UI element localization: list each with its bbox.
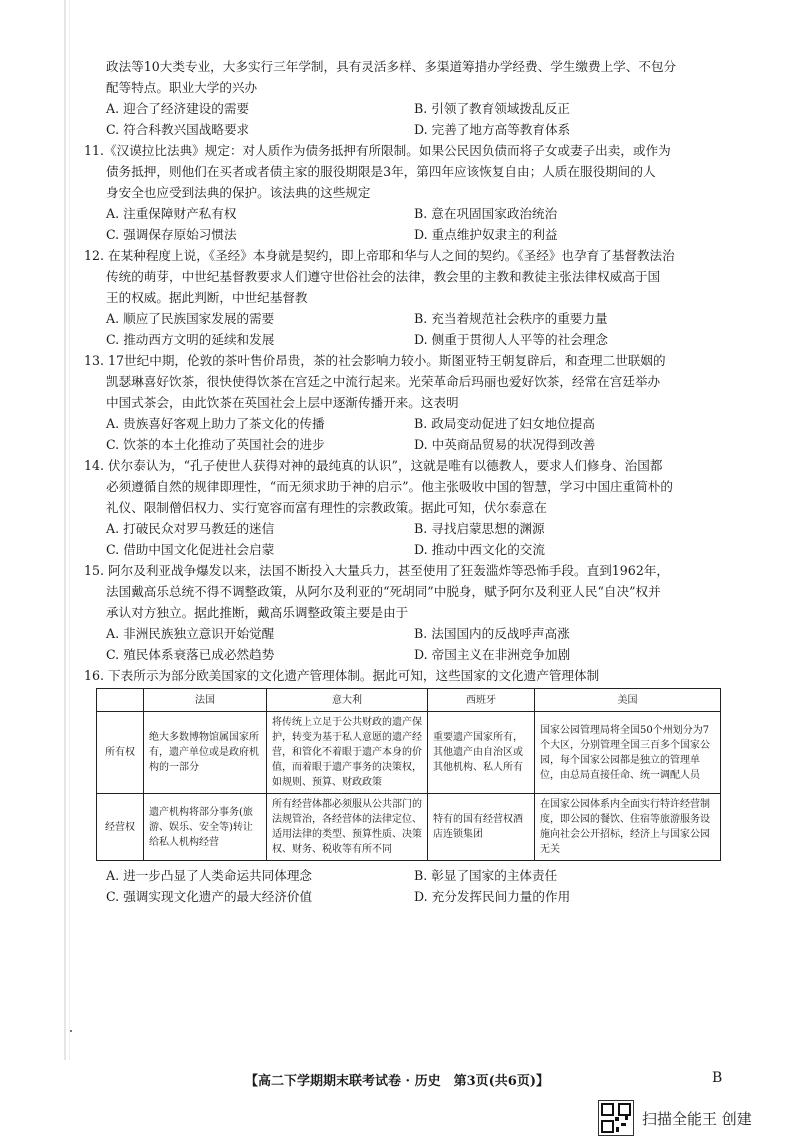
question-line: 11.《汉谟拉比法典》规定：对人质作为债务抵押有所限制。如果公民因负债而将子女或妻子出卖，或作为 xyxy=(84,143,671,158)
question-line: 14. 伏尔泰认为，“孔子使世人获得对神的最纯真的认识”，这就是唯有以德教人，要求人们修身、治国都 xyxy=(84,458,663,473)
option-b: B. 意在巩固国家政治统治 xyxy=(414,206,558,221)
table-header-cell: 美国 xyxy=(535,689,721,712)
question-line: 16. 下表所示为部分欧美国家的文化遗产管理体制。据此可知，这些国家的文化遗产管理体制 xyxy=(84,668,600,683)
option-a: A. 顺应了民族国家发展的需要 xyxy=(106,311,275,326)
option-d: D. 帝国主义在非洲竞争加剧 xyxy=(414,647,571,662)
question-line: 礼仪、限制僧侣权力、实行宽容而富有理性的宗教政策。据此可知，伏尔泰意在 xyxy=(106,500,547,515)
question-options xyxy=(84,865,734,907)
table-cell: 遗产机构将部分事务(旅游、娱乐、安全等)转让给私人机构经营 xyxy=(144,794,267,861)
option-d: D. 充分发挥民间力量的作用 xyxy=(414,889,571,904)
option-a: A. 注重保障财产私有权 xyxy=(106,206,237,221)
question-line: 债务抵押，则他们在买者或者债主家的服役期限是3年，第四年应该恢复自由；人质在服役期间的人 xyxy=(106,164,656,179)
question-15 xyxy=(84,560,734,665)
version-label: B xyxy=(712,1070,723,1086)
question-options xyxy=(84,308,734,350)
question-11 xyxy=(84,140,734,245)
question-line: 王的权威。据此判断，中世纪基督教 xyxy=(106,290,308,305)
table-cell: 绝大多数博物馆属国家所有，遗产单位或是政府机构的一部分 xyxy=(144,712,267,794)
table-cell: 特有的国有经营权酒店连锁集团 xyxy=(428,794,535,861)
question-line: 13. 17世纪中期，伦敦的茶叶售价昂贵，茶的社会影响力较小。斯图亚特王朝复辟后，和查理二世联姻的 xyxy=(84,353,666,368)
qr-code-icon xyxy=(598,1100,634,1136)
scanner-watermark xyxy=(598,1100,752,1136)
table-header-cell: 法国 xyxy=(144,689,267,712)
page-fold-shadow-inner xyxy=(69,0,70,1060)
table-cell: 所有经营体都必须服从公共部门的法规管治，各经营体的法律定位、适用法律的类型、预算性质、决策权、财务、税收等有所不同 xyxy=(267,794,428,861)
option-d: D. 重点维护奴隶主的利益 xyxy=(414,227,558,242)
question-12 xyxy=(84,245,734,350)
table-header-cell xyxy=(97,689,144,712)
option-b: B. 寻找启蒙思想的渊源 xyxy=(414,521,545,536)
option-b: B. 彰显了国家的主体责任 xyxy=(414,868,558,883)
option-a: A. 迎合了经济建设的需要 xyxy=(106,101,250,116)
scan-speck xyxy=(70,1030,72,1032)
table-cell: 将传统上立足于公共财政的遗产保护，转变为基于私人意愿的遗产经营，和管化不着眼于遗产本身的价值，而着眼于遗产事务的决策权，如规则、预算、财政政策 xyxy=(267,712,428,794)
option-a: A. 打破民众对罗马教廷的迷信 xyxy=(106,521,275,536)
option-b: B. 法国国内的反战呼声高涨 xyxy=(414,626,570,641)
intro-block xyxy=(84,56,734,140)
question-line: 15. 阿尔及利亚战争爆发以来，法国不断投入大量兵力，甚至使用了狂轰滥炸等恐怖手段。直到1962年， xyxy=(84,563,670,578)
question-options xyxy=(84,623,734,665)
question-line: 法国戴高乐总统不得不调整政策，从阿尔及利亚的“死胡同”中脱身，赋予阿尔及利亚人民“自决”权并 xyxy=(106,584,661,599)
option-c: C. 推动西方文明的延续和发展 xyxy=(106,332,275,347)
option-b: B. 充当着规范社会秩序的重要力量 xyxy=(414,311,608,326)
question-line: 凯瑟琳喜好饮茶，很快使得饮茶在宫廷之中流行起来。光荣革命后玛丽也爱好饮茶，经常在宫廷举办 xyxy=(106,374,661,389)
option-c: C. 借助中国文化促进社会启蒙 xyxy=(106,542,275,557)
question-line: 12. 在某种程度上说，《圣经》本身就是契约，即上帝耶和华与人之间的契约。《圣经》也孕育了基督教法治 xyxy=(84,248,675,263)
question-13 xyxy=(84,350,734,455)
question-options xyxy=(84,413,734,455)
option-c: C. 符合科教兴国战略要求 xyxy=(106,122,250,137)
question-14 xyxy=(84,455,734,560)
table-header-cell: 西班牙 xyxy=(428,689,535,712)
heritage-management-table xyxy=(96,688,721,861)
intro-line-1: 政法等10大类专业，大多实行三年学制，具有灵活多样、多渠道筹措办学经费、学生缴费上学、不包分 xyxy=(106,59,677,74)
page-footer: 【高二下学期期末联考试卷 · 历史 第3页(共6页)】 xyxy=(245,1074,549,1089)
table-header-row xyxy=(97,689,721,712)
question-line: 承认对方独立。据此推断，戴高乐调整政策主要是由于 xyxy=(106,605,409,620)
option-c: C. 饮茶的本土化推动了英国社会的进步 xyxy=(106,437,325,452)
question-options xyxy=(84,518,734,560)
option-c: C. 强调保存原始习惯法 xyxy=(106,227,237,242)
option-d: D. 中英商品贸易的状况得到改善 xyxy=(414,437,596,452)
option-c: C. 强调实现文化遗产的最大经济价值 xyxy=(106,889,313,904)
option-b: B. 政局变动促进了妇女地位提高 xyxy=(414,416,595,431)
scanner-watermark-text: 扫描全能王 创建 xyxy=(642,1109,752,1128)
question-line: 必须遵循自然的规律即理性，“而无须求助于神的启示”。他主张吸收中国的智慧，学习中国庄重简朴的 xyxy=(106,479,674,494)
table-cell: 重要遗产国家所有，其他遗产由自治区或其他机构、私人所有 xyxy=(428,712,535,794)
option-c: C. 殖民体系衰落已成必然趋势 xyxy=(106,647,275,662)
table-row xyxy=(97,794,721,861)
row-label: 所有权 xyxy=(97,712,144,794)
table-cell: 国家公园管理局将全国50个州划分为7个大区，分别管理全国三百多个国家公园，每个国家公园都是独立的管理单位，由总局直接任命、统一调配人员 xyxy=(535,712,721,794)
intro-options xyxy=(84,98,734,140)
option-d: D. 推动中西文化的交流 xyxy=(414,542,545,557)
option-a: A. 非洲民族独立意识开始觉醒 xyxy=(106,626,275,641)
option-a: A. 贵族喜好客观上助力了茶文化的传播 xyxy=(106,416,325,431)
question-options xyxy=(84,203,734,245)
option-d: D. 完善了地方高等教育体系 xyxy=(414,122,571,137)
question-16 xyxy=(84,665,734,907)
option-d: D. 侧重于贯彻人人平等的社会理念 xyxy=(414,332,608,347)
exam-page xyxy=(84,56,734,907)
page-fold-shadow xyxy=(64,0,66,1060)
table-cell: 在国家公园体系内全面实行特许经营制度，即公园的餐饮、住宿等旅游服务设施向社会公开招标，经济上与国家公园无关 xyxy=(535,794,721,861)
question-line: 中国式茶会，由此饮茶在英国社会上层中逐渐传播开来。这表明 xyxy=(106,395,459,410)
question-line: 传统的萌芽，中世纪基督教要求人们遵守世俗社会的法律，教会里的主教和教徒主张法律权威高于国 xyxy=(106,269,661,284)
option-b: B. 引领了教育领域拨乱反正 xyxy=(414,101,570,116)
row-label: 经营权 xyxy=(97,794,144,861)
intro-line-2: 配等特点。职业大学的兴办 xyxy=(106,80,258,95)
table-header-cell: 意大利 xyxy=(267,689,428,712)
option-a: A. 进一步凸显了人类命运共同体理念 xyxy=(106,868,313,883)
table-row xyxy=(97,712,721,794)
question-line: 身安全也应受到法典的保护。该法典的这些规定 xyxy=(106,185,371,200)
